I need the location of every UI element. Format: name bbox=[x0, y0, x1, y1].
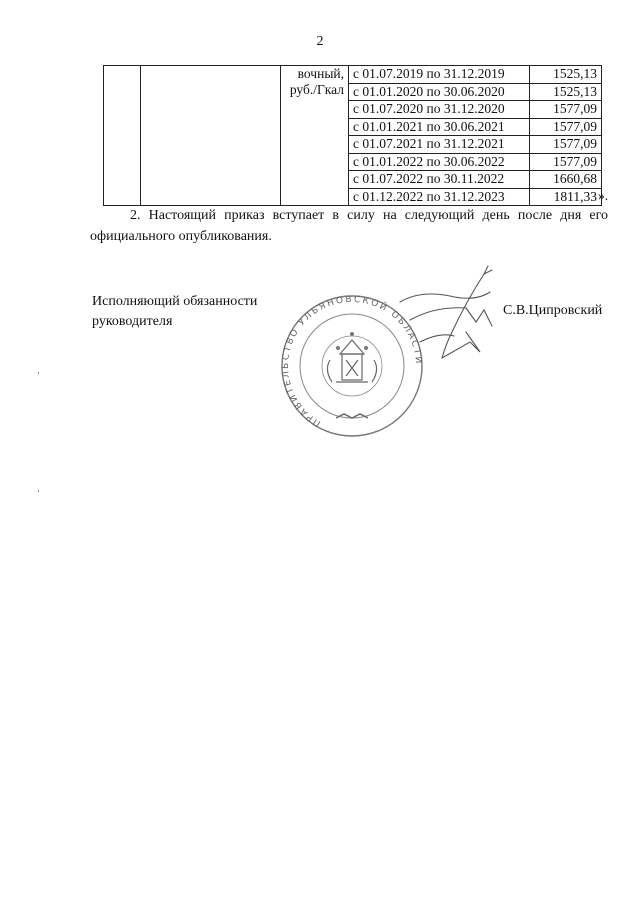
value-cell: 1660,68 bbox=[530, 171, 602, 189]
table-cell-empty bbox=[104, 66, 141, 206]
seal-text: ПРАВИТЕЛЬСТВО УЛЬЯНОВСКОЙ ОБЛАСТИ bbox=[280, 294, 424, 429]
period-cell: с 01.07.2019 по 31.12.2019 bbox=[349, 66, 530, 84]
period-cell: с 01.07.2021 по 31.12.2021 bbox=[349, 136, 530, 154]
value-cell: 1577,09 bbox=[530, 101, 602, 119]
signatory-role bbox=[92, 292, 257, 332]
unit-line: вочный, bbox=[297, 66, 344, 81]
margin-mark bbox=[38, 372, 39, 374]
period-cell: с 01.07.2020 по 31.12.2020 bbox=[349, 101, 530, 119]
period-cell: с 01.01.2020 по 30.06.2020 bbox=[349, 83, 530, 101]
value-cell: 1577,09 bbox=[530, 118, 602, 136]
margin-mark bbox=[38, 490, 39, 492]
value-cell: 1577,09 bbox=[530, 136, 602, 154]
table-cell-empty bbox=[141, 66, 281, 206]
value-cell: 1811,33 bbox=[530, 188, 602, 206]
order-paragraph bbox=[90, 205, 608, 247]
paragraph-line: официального опубликования. bbox=[90, 229, 272, 244]
period-cell: с 01.01.2022 по 30.06.2022 bbox=[349, 153, 530, 171]
period-cell: с 01.12.2022 по 31.12.2023 bbox=[349, 188, 530, 206]
closing-quote: ». bbox=[598, 188, 609, 203]
unit-line: руб./Гкал bbox=[289, 82, 344, 97]
role-line: руководителя bbox=[92, 314, 173, 329]
value-cell: 1525,13 bbox=[530, 66, 602, 84]
unit-cell bbox=[281, 66, 349, 206]
paragraph-line: 2. Настоящий приказ вступает в силу на следующий день после дня его bbox=[130, 208, 608, 223]
period-cell: с 01.07.2022 по 30.11.2022 bbox=[349, 171, 530, 189]
value-cell: 1577,09 bbox=[530, 153, 602, 171]
table-row bbox=[104, 66, 602, 84]
role-line: Исполняющий обязанности bbox=[92, 294, 258, 309]
page-number: 2 bbox=[316, 34, 324, 49]
period-cell: с 01.01.2021 по 30.06.2021 bbox=[349, 118, 530, 136]
tariff-table bbox=[103, 65, 602, 206]
handwritten-signature-icon bbox=[380, 262, 510, 372]
value-cell: 1525,13 bbox=[530, 83, 602, 101]
signatory-name: С.В.Ципровский bbox=[503, 303, 603, 318]
